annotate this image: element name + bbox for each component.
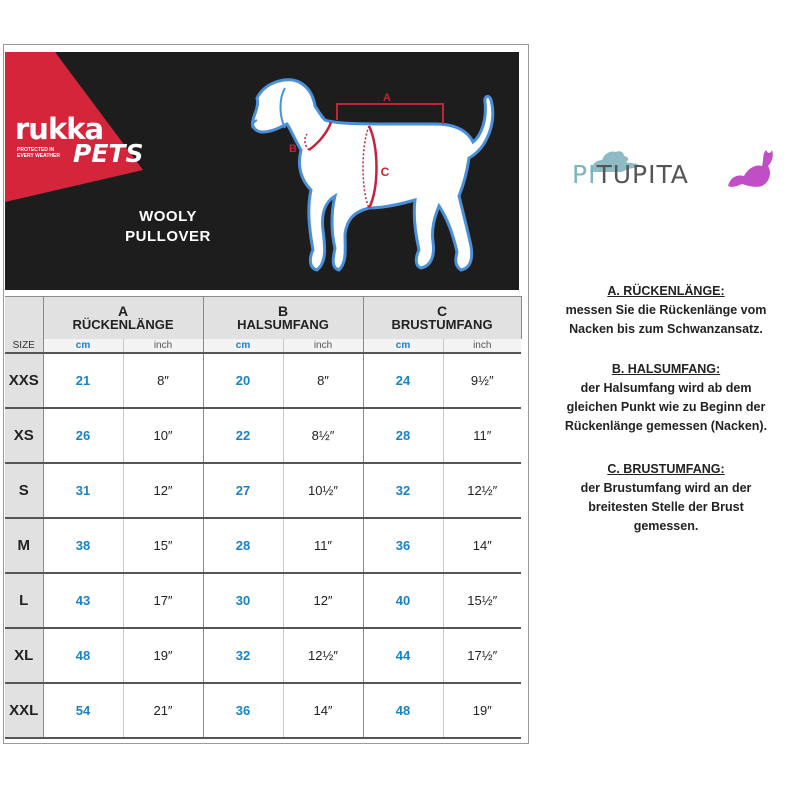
chest-inch: 15½″: [443, 573, 521, 628]
unit-inch-a: inch: [123, 339, 203, 353]
description-a-line2: Nacken bis zum Schwanzansatz.: [569, 322, 763, 336]
back-length-cm: 38: [43, 518, 123, 573]
group-letter-c: C: [436, 303, 448, 319]
chart-header: [5, 52, 519, 290]
description-b-line1: der Halsumfang wird ab dem: [580, 381, 752, 395]
size-label: XL: [5, 628, 43, 683]
size-label: XXS: [5, 353, 43, 408]
neck-inch: 8½″: [283, 408, 363, 463]
brand-sub: PETS: [73, 139, 144, 168]
size-header-blank: [5, 297, 43, 340]
description-c-line2: breitesten Stelle der Brust: [588, 500, 744, 514]
chest-cm: 44: [363, 628, 443, 683]
neck-inch: 8″: [283, 353, 363, 408]
back-length-cm: 26: [43, 408, 123, 463]
back-length-cm: 54: [43, 683, 123, 738]
neck-cm: 36: [203, 683, 283, 738]
description-b-title: B. HALSUMFANG:: [611, 362, 721, 376]
size-label: L: [5, 573, 43, 628]
table-row: [5, 353, 521, 408]
back-length-cm: 48: [43, 628, 123, 683]
brand-logo: [15, 112, 144, 168]
table-row: [5, 463, 521, 518]
size-label: XXL: [5, 683, 43, 738]
unit-cm-c: cm: [363, 339, 443, 353]
cat-icon: [726, 146, 776, 190]
chest-cm: 36: [363, 518, 443, 573]
pitupita-logo: [570, 146, 776, 190]
back-length-inch: 12″: [123, 463, 203, 518]
group-name-b: HALSUMFANG: [237, 317, 329, 332]
size-label: M: [5, 518, 43, 573]
brand-name: rukka: [15, 112, 104, 146]
back-length-inch: 10″: [123, 408, 203, 463]
neck-cm: 22: [203, 408, 283, 463]
chest-inch: 9½″: [443, 353, 521, 408]
logo-text-part2: TUPITA: [596, 160, 689, 189]
chest-inch: 12½″: [443, 463, 521, 518]
chest-inch: 11″: [443, 408, 521, 463]
chest-cm: 40: [363, 573, 443, 628]
measure-line-a: [337, 104, 443, 124]
unit-inch-c: inch: [443, 339, 521, 353]
description-b-line3: Rückenlänge gemessen (Nacken).: [564, 419, 768, 433]
group-name-c: BRUSTUMFANG: [391, 317, 493, 332]
back-length-cm: 43: [43, 573, 123, 628]
chest-cm: 24: [363, 353, 443, 408]
description-c-line3: gemessen.: [633, 519, 699, 533]
neck-cm: 32: [203, 628, 283, 683]
group-letter-a: A: [117, 303, 129, 319]
neck-cm: 27: [203, 463, 283, 518]
description-b: [532, 360, 800, 436]
label-b: B: [289, 143, 297, 155]
back-length-cm: 21: [43, 353, 123, 408]
back-length-inch: 21″: [123, 683, 203, 738]
chest-cm: 48: [363, 683, 443, 738]
size-column-header: SIZE: [5, 339, 43, 353]
size-label: S: [5, 463, 43, 518]
neck-inch: 12½″: [283, 628, 363, 683]
brand-tagline: PROTECTED IN EVERY WEATHER: [17, 147, 60, 159]
unit-inch-b: inch: [283, 339, 363, 353]
logo-text-part1: PI: [572, 160, 597, 189]
table-row: [5, 573, 521, 628]
group-header-a: [43, 297, 203, 340]
neck-inch: 11″: [283, 518, 363, 573]
size-table: [5, 296, 522, 739]
chest-inch: 19″: [443, 683, 521, 738]
description-c-title: C. BRUSTUMFANG:: [607, 462, 725, 476]
chest-inch: 14″: [443, 518, 521, 573]
description-a-line1: messen Sie die Rückenlänge vom: [565, 303, 767, 317]
neck-inch: 12″: [283, 573, 363, 628]
table-row: [5, 628, 521, 683]
table-row: [5, 683, 521, 738]
unit-cm-a: cm: [43, 339, 123, 353]
table-row: [5, 408, 521, 463]
neck-cm: 20: [203, 353, 283, 408]
back-length-cm: 31: [43, 463, 123, 518]
unit-cm-b: cm: [203, 339, 283, 353]
back-length-inch: 17″: [123, 573, 203, 628]
back-length-inch: 19″: [123, 628, 203, 683]
neck-inch: 14″: [283, 683, 363, 738]
product-title: [113, 207, 223, 247]
group-letter-b: B: [277, 303, 289, 319]
neck-cm: 30: [203, 573, 283, 628]
description-c: [532, 460, 800, 536]
dog-measurement-diagram: [235, 62, 505, 287]
group-header-c: [363, 297, 521, 340]
group-header-b: [203, 297, 363, 340]
description-a: [532, 282, 800, 339]
back-length-inch: 8″: [123, 353, 203, 408]
product-title-line1: WOOLY: [139, 208, 197, 225]
description-a-title: A. RÜCKENLÄNGE:: [607, 284, 725, 298]
label-c: C: [380, 165, 390, 179]
group-name-a: RÜCKENLÄNGE: [72, 317, 174, 332]
description-b-line2: gleichen Punkt wie zu Beginn der: [566, 400, 766, 414]
dog-silhouette: [252, 80, 492, 270]
neck-cm: 28: [203, 518, 283, 573]
back-length-inch: 15″: [123, 518, 203, 573]
chest-cm: 32: [363, 463, 443, 518]
description-c-line1: der Brustumfang wird an der: [580, 481, 752, 495]
product-title-line2: PULLOVER: [125, 228, 211, 245]
neck-inch: 10½″: [283, 463, 363, 518]
label-a: A: [383, 92, 391, 104]
size-label: XS: [5, 408, 43, 463]
table-row: [5, 518, 521, 573]
chest-cm: 28: [363, 408, 443, 463]
chest-inch: 17½″: [443, 628, 521, 683]
logo-text: [572, 160, 689, 189]
